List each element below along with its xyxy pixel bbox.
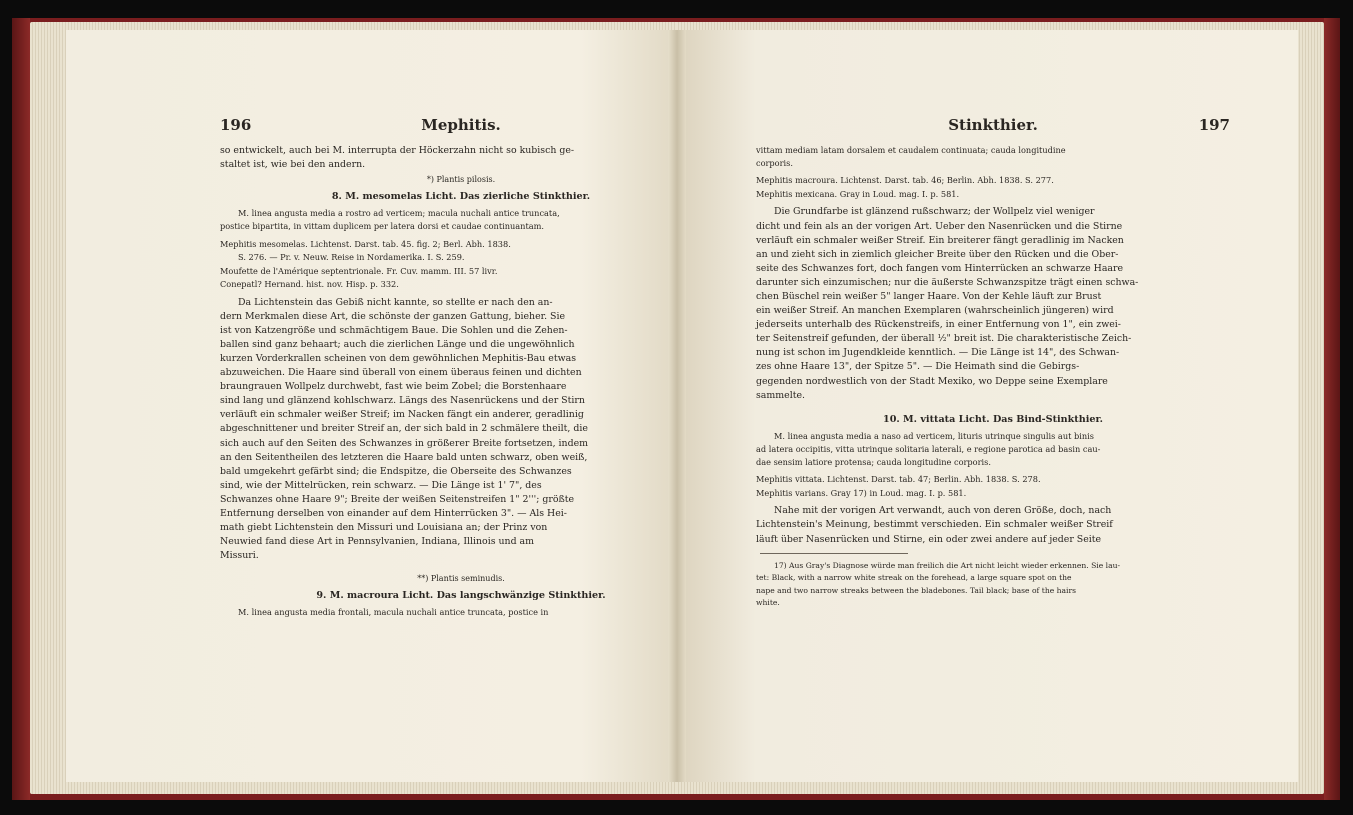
left-page	[66, 30, 672, 782]
latin-diagnosis: dae sensim latiore protensa; cauda longitudine corporis.	[756, 457, 991, 468]
text-line: Die Grundfarbe ist glänzend rußschwarz; der Wollpelz viel weniger	[774, 206, 1095, 218]
text-line: darunter sich einzumischen; nur die äußerste Schwanzspitze trägt einen schwa-	[756, 276, 1139, 288]
text-line: math giebt Lichtenstein den Missuri und Louisiana an; der Prinz von	[220, 522, 548, 534]
latin-diagnosis: M. linea angusta media a naso ad verticem, lituris utrinque singulis aut binis	[774, 430, 1094, 441]
running-title: Mephitis.	[421, 116, 501, 134]
page-number: 196	[220, 116, 252, 134]
reference-line: Mephitis varians. Gray 17) in Loud. mag. I. p. 581.	[756, 487, 967, 498]
footnote-line: white.	[756, 598, 780, 608]
text-line: sind, wie der Mittelrücken, rein schwarz. — Die Länge ist 1' 7", des	[220, 479, 542, 491]
right-page-header	[756, 116, 1230, 138]
text-line: bald umgekehrt gefärbt sind; die Endspitze, die Oberseite des Schwanzes	[220, 465, 572, 477]
cover-edge-left	[12, 18, 30, 800]
text-line: Neuwied fand diese Art in Pennsylvanien, Indiana, Illinois und am	[220, 536, 535, 548]
latin-diagnosis: M. linea angusta media frontali, macula nuchali antice truncata, postice in	[238, 607, 549, 618]
right-page	[682, 30, 1298, 782]
book-gutter	[668, 30, 686, 782]
text-line: staltet ist, wie bei den andern.	[220, 159, 366, 171]
text-line: ein weißer Streif. An manchen Exemplaren (wahrscheinlich jüngeren) wird	[756, 305, 1114, 317]
text-line: Lichtenstein's Meinung, bestimmt verschieden. Ein schmaler weißer Streif	[756, 519, 1113, 531]
text-line: gegenden nordwestlich von der Stadt Mexiko, wo Deppe seine Exemplare	[756, 375, 1108, 387]
latin-diagnosis: postice bipartita, in vittam duplicem per latera dorsi et caudae continuantam.	[220, 221, 544, 232]
text-line: dicht und fein als an der vorigen Art. Ueber den Nasenrücken und die Stirne	[756, 220, 1123, 232]
footnote-star: *) Plantis pilosis.	[426, 175, 496, 185]
text-line: an und zieht sich in ziemlich gleicher Breite über den Rücken und die Ober-	[756, 248, 1119, 260]
footnote-rule	[760, 553, 908, 554]
running-title: Stinkthier.	[948, 116, 1038, 134]
text-line: sind lang und glänzend kohlschwarz. Längs des Nasenrückens und der Stirn	[220, 395, 585, 407]
text-line: abzuweichen. Die Haare sind überall von einem überaus feinen und dichten	[220, 367, 582, 379]
text-line: Schwanzes ohne Haare 9"; Breite der weißen Seitenstreifen 1" 2'''; größte	[220, 493, 575, 505]
right-page-content	[756, 116, 1230, 610]
text-line: so entwickelt, auch bei M. interrupta der Höckerzahn nicht so kubisch ge-	[220, 145, 575, 156]
text-line: dern Merkmalen diese Art, die schönste der ganzen Gattung, bieher. Sie	[220, 310, 565, 322]
text-line: abgeschnittener und breiter Streif an, der sich bald in 2 schmälere theilt, die	[220, 423, 588, 435]
section-heading: 10. M. vittata Licht. Das Bind-Stinkthier.	[883, 413, 1103, 425]
text-line: kurzen Vorderkrallen scheinen von dem gewöhnlichen Mephitis-Bau etwas	[220, 352, 577, 364]
reference-line: Mephitis vittata. Lichtenst. Darst. tab. 47; Berlin. Abh. 1838. S. 278.	[756, 474, 1041, 485]
text-line: sammelte.	[756, 389, 806, 401]
reference-line: Moufette de l'Amérique septentrionale. Fr. Cuv. mamm. III. 57 livr.	[220, 265, 498, 276]
text-line: sich auch auf den Seiten des Schwanzes in größerer Breite fortsetzen, indem	[220, 437, 589, 449]
section-heading: 8. M. mesomelas Licht. Das zierliche Stinkthier.	[331, 191, 591, 203]
latin-diagnosis: vittam mediam latam dorsalem et caudalem continuata; cauda longitudine	[756, 145, 1066, 155]
text-line: zes ohne Haare 13", der Spitze 5". — Die Heimath sind die Gebirgs-	[756, 361, 1080, 373]
cover-edge-right	[1324, 18, 1340, 800]
text-line: Missuri.	[220, 550, 259, 562]
text-line: an den Seitentheilen des letzteren die Haare bald unten schwarz, oben weiß,	[220, 451, 588, 463]
text-line: chen Büschel rein weißer 5" langer Haare. Von der Kehle läuft zur Brust	[756, 290, 1102, 302]
reference-line: Mephitis macroura. Lichtenst. Darst. tab. 46; Berlin. Abh. 1838. S. 277.	[756, 175, 1054, 186]
reference-line: Mephitis mesomelas. Lichtenst. Darst. tab. 45. fig. 2; Berl. Abh. 1838.	[220, 238, 511, 249]
text-line: seite des Schwanzes fort, doch fangen vom Hinterrücken an schwarze Haare	[756, 262, 1124, 274]
footnote-double-star: **) Plantis seminudis.	[417, 574, 505, 584]
text-line: Entfernung derselben von einander auf dem Hinterrücken 3". — Als Hei-	[220, 508, 567, 519]
latin-diagnosis: ad latera occipitis, vitta utrinque solitaria laterali, e regione parotica ad basin cau-	[756, 443, 1101, 454]
left-page-content	[220, 116, 672, 620]
text-line: jederseits unterhalb des Rückenstreifs, in einer Entfernung von 1", ein zwei-	[756, 319, 1121, 331]
left-page-header	[220, 116, 672, 138]
text-line: ballen sind ganz behaart; auch die zierlichen Länge und die ungewöhnlich	[220, 338, 575, 350]
section-heading: 9. M. macroura Licht. Das langschwänzige Stinkthier.	[316, 590, 606, 602]
reference-line: S. 276. — Pr. v. Neuw. Reise in Nordamerika. I. S. 259.	[238, 252, 465, 263]
reference-line: Conepatl? Hernand. hist. nov. Hisp. p. 332.	[220, 279, 399, 290]
footnote-line: 17) Aus Gray's Diagnose würde man freilich die Art nicht leicht wieder erkennen. Sie lau-	[774, 560, 1121, 570]
text-line: läuft über Nasenrücken und Stirne, ein oder zwei andere auf jeder Seite	[756, 533, 1102, 545]
page-number: 197	[1198, 116, 1230, 134]
footnote-line: tet: Black, with a narrow white streak on the forehead, a large square spot on the	[756, 573, 1072, 583]
text-line: braungrauen Wollpelz durchwebt, fast wie beim Zobel; die Borstenhaare	[220, 381, 567, 393]
text-line: verläuft ein schmaler weißer Streif. Ein breiterer fängt geradlinig im Nacken	[756, 234, 1124, 246]
reference-line: Mephitis mexicana. Gray in Loud. mag. I. p. 581.	[756, 188, 960, 199]
latin-diagnosis: corporis.	[756, 158, 793, 169]
text-line: Da Lichtenstein das Gebiß nicht kannte, so stellte er nach den an-	[238, 296, 553, 308]
text-line: Nahe mit der vorigen Art verwandt, auch von deren Größe, doch, nach	[774, 505, 1112, 517]
latin-diagnosis: M. linea angusta media a rostro ad verticem; macula nuchali antice truncata,	[238, 208, 560, 219]
text-line: nung ist schon im Jugendkleide kenntlich. — Die Länge ist 14", des Schwan-	[756, 347, 1120, 359]
text-line: ist von Katzengröße und schmächtigem Baue. Die Sohlen und die Zehen-	[220, 324, 568, 336]
footnote-line: nape and two narrow streaks between the bladebones. Tail black; base of the hairs	[756, 585, 1076, 595]
text-line: verläuft ein schmaler weißer Streif; im Nacken fängt ein anderer, geradlinig	[220, 409, 584, 421]
text-line: ter Seitenstreif gefunden, der überall ½" breit ist. Die charakteristische Zeich-	[756, 333, 1132, 345]
